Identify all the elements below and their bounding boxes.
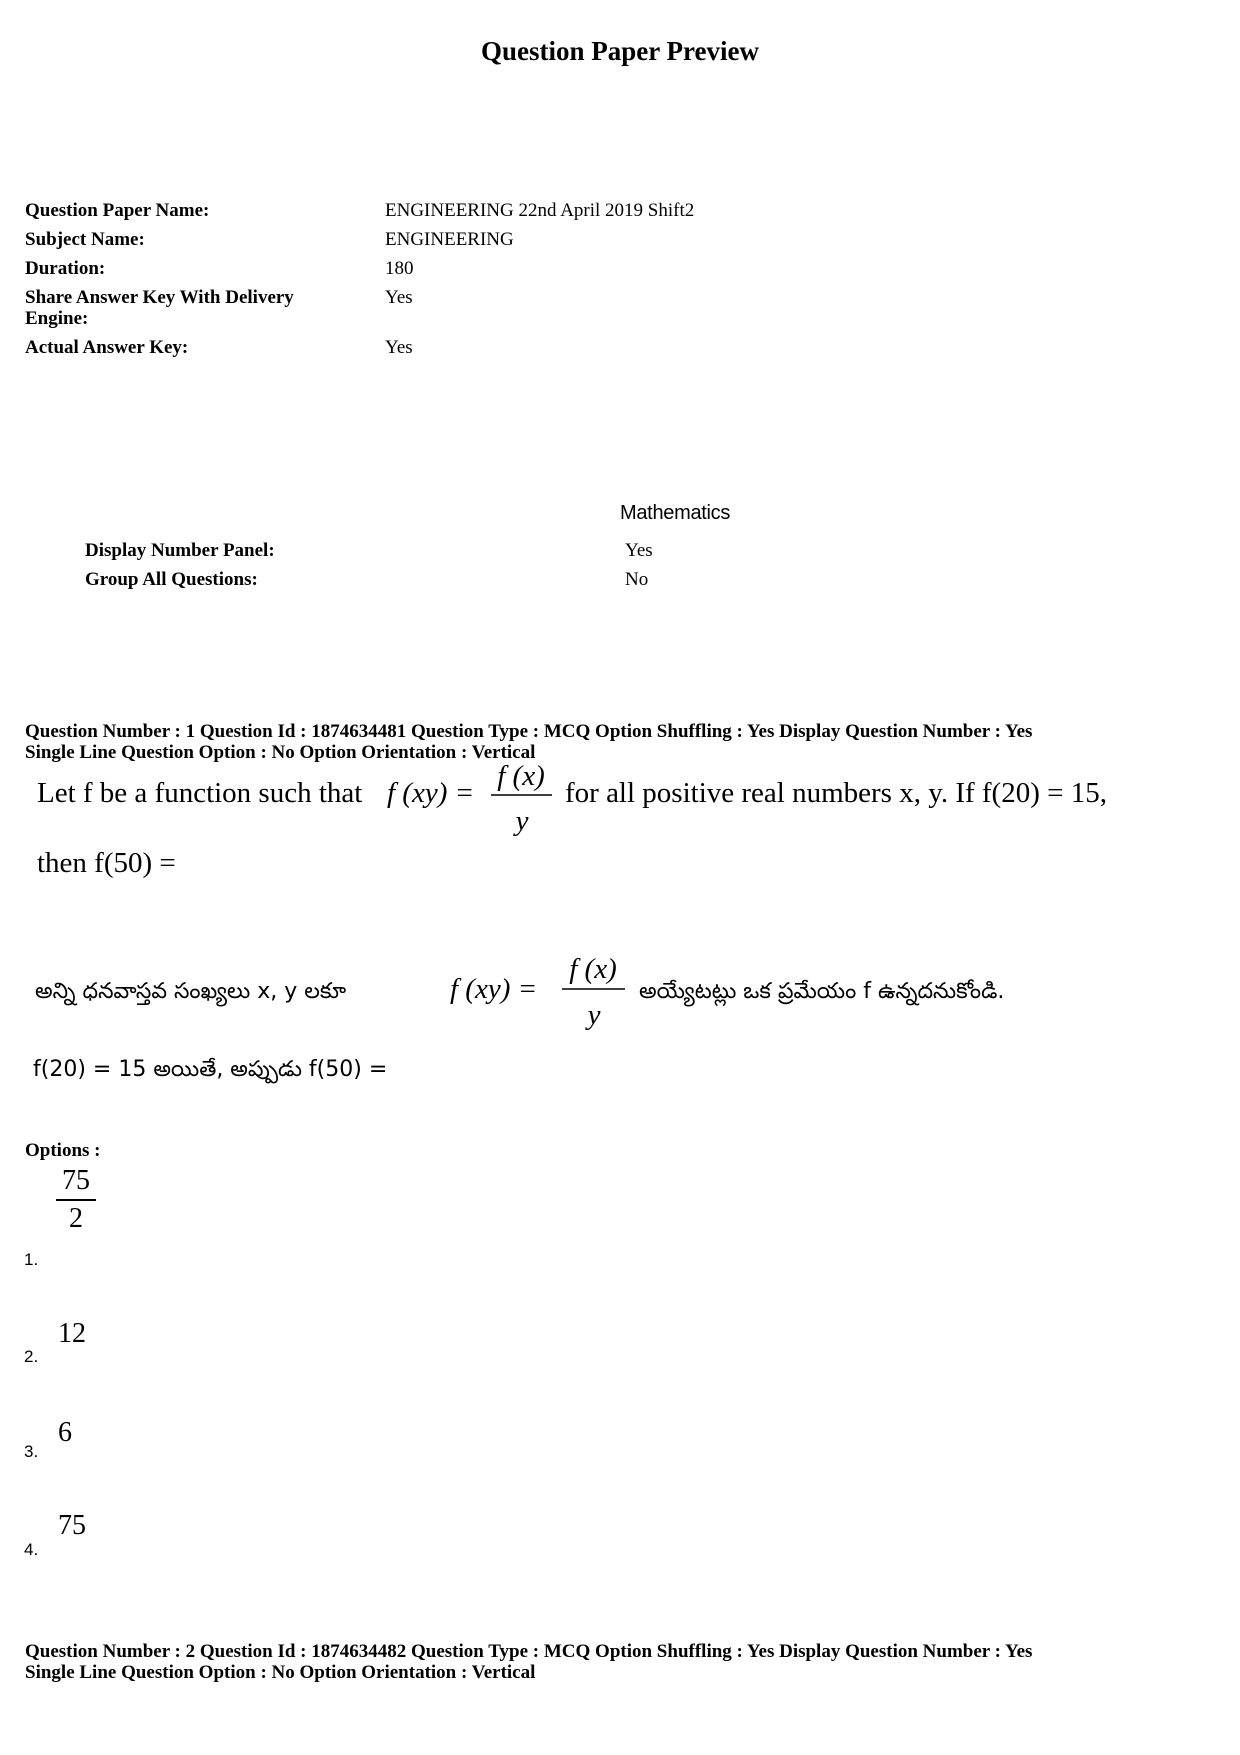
- meta-row-share-answer-key: [25, 287, 925, 329]
- option-2-number: 2.: [24, 1347, 39, 1366]
- question-header-line: Question Number : 2 Question Id : 1874634482 Question Type : MCQ Option Shuffling : Yes Display Question Number : Yes: [25, 1641, 1033, 1662]
- fraction-denominator: y: [587, 999, 601, 1031]
- option-1-value: [56, 1165, 96, 1235]
- fraction-denominator: y: [515, 805, 529, 837]
- question-text-tail: అయ్యేటట్లు ఒక ప్రమేయం f ఉన్నదనుకోండి.: [639, 979, 1005, 1004]
- question-text-intro: అన్ని ధనవాస్తవ సంఖ్యలు x, y లకూ: [35, 979, 347, 1004]
- meta-label: Subject Name:: [25, 229, 145, 250]
- meta-label: Actual Answer Key:: [25, 337, 189, 358]
- question-header-line: Single Line Question Option : No Option Orientation : Vertical: [25, 1662, 536, 1683]
- option-3-number: 3.: [24, 1442, 39, 1461]
- section-label: Display Number Panel:: [85, 540, 275, 561]
- question-2-header: [25, 1641, 1225, 1683]
- fraction-numerator: f (x): [497, 760, 545, 792]
- fraction-bar: [56, 1199, 96, 1201]
- meta-row-paper-name: [25, 200, 925, 221]
- meta-row-actual-answer-key: [25, 337, 925, 358]
- meta-value: Yes: [385, 287, 413, 308]
- section-value: Yes: [625, 540, 653, 561]
- question-text-intro: Let f be a function such that: [37, 777, 363, 809]
- option-2-value: 12: [58, 1318, 86, 1349]
- question-text-line2: f(20) = 15 అయితే, అప్పుడు f(50) =: [33, 1057, 388, 1082]
- meta-label: Duration:: [25, 258, 106, 279]
- page-title: Question Paper Preview: [481, 36, 759, 66]
- meta-row-duration: [25, 258, 925, 279]
- meta-label: Question Paper Name:: [25, 200, 210, 221]
- meta-value: ENGINEERING: [385, 229, 514, 250]
- question-text-tail: for all positive real numbers x, y. If f(20) = 15,: [565, 777, 1107, 809]
- section-row-display-number-panel: [85, 540, 785, 561]
- fraction-denominator: 2: [69, 1203, 83, 1234]
- fraction-numerator: f (x): [569, 953, 617, 985]
- section-row-group-all-questions: [85, 569, 785, 590]
- paper-meta: [25, 200, 925, 366]
- option-1-number: 1.: [24, 1250, 39, 1269]
- meta-label-line: Share Answer Key With Delivery: [25, 287, 294, 308]
- section-name: Mathematics: [620, 502, 731, 524]
- option-4-number: 4.: [24, 1540, 39, 1559]
- question-1-telugu-text: [25, 940, 1185, 1100]
- question-text-lhs: f (xy) =: [387, 777, 475, 809]
- section-settings: [85, 540, 785, 598]
- meta-label: [25, 287, 385, 329]
- question-header-line: Question Number : 1 Question Id : 1874634481 Question Type : MCQ Option Shuffling : Yes Display Question Number : Yes: [25, 721, 1033, 742]
- fraction-numerator: 75: [62, 1165, 90, 1196]
- options-label: Options :: [25, 1140, 101, 1161]
- question-text-line2: then f(50) =: [37, 847, 176, 879]
- section-value: No: [625, 569, 649, 590]
- meta-value: Yes: [385, 337, 413, 358]
- question-text-lhs: f (xy) =: [450, 973, 538, 1005]
- meta-label-line: Engine:: [25, 308, 89, 329]
- option-4-value: 75: [58, 1510, 86, 1541]
- meta-row-subject-name: [25, 229, 925, 250]
- question-header-line: Single Line Question Option : No Option Orientation : Vertical: [25, 742, 536, 763]
- meta-value: ENGINEERING 22nd April 2019 Shift2: [385, 200, 695, 221]
- option-3-value: 6: [58, 1417, 72, 1448]
- question-1-english-text: [25, 755, 1185, 905]
- meta-value: 180: [385, 258, 414, 279]
- section-label: Group All Questions:: [85, 569, 258, 590]
